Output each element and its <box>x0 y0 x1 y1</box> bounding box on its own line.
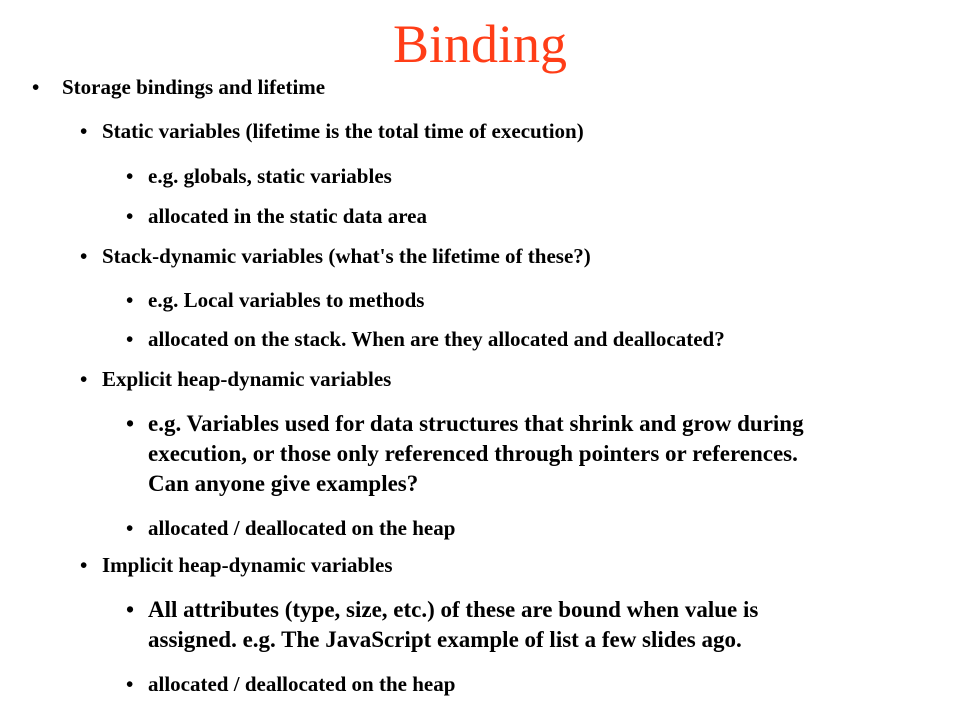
bullet-explicit-eg <box>126 410 946 500</box>
bullet-text: allocated / deallocated on the heap <box>148 672 456 696</box>
bullet-dot: • <box>126 288 134 312</box>
bullet-dot: • <box>126 597 135 622</box>
bullet-dot: • <box>32 75 40 99</box>
bullet-text-line: Can anyone give examples? <box>148 471 419 496</box>
bullet-dot: • <box>80 119 88 143</box>
bullet-dot: • <box>126 164 134 188</box>
bullet-text: Storage bindings and lifetime <box>62 75 326 99</box>
bullet-dot: • <box>126 672 134 696</box>
bullet-text: allocated on the stack. When are they allocated and deallocated? <box>148 327 725 351</box>
bullet-text: allocated / deallocated on the heap <box>148 516 456 540</box>
bullet-text: e.g. globals, static variables <box>148 164 392 188</box>
bullet-text: allocated in the static data area <box>148 204 427 228</box>
bullet-implicit-attributes <box>126 596 946 656</box>
bullet-dot: • <box>126 327 134 351</box>
bullet-text-line: execution, or those only referenced through pointers or references. <box>148 441 798 466</box>
bullet-text: Static variables (lifetime is the total time of execution) <box>102 119 584 143</box>
bullet-text: Stack-dynamic variables (what's the lifetime of these?) <box>102 244 591 268</box>
bullet-dot: • <box>126 204 134 228</box>
slide-title: Binding <box>392 14 568 74</box>
bullet-dot: • <box>80 244 88 268</box>
bullet-text-line: e.g. Variables used for data structures that shrink and grow during <box>148 411 804 436</box>
bullet-dot: • <box>80 367 88 391</box>
bullet-text: Implicit heap-dynamic variables <box>102 553 393 577</box>
bullet-text: Explicit heap-dynamic variables <box>102 367 392 391</box>
bullet-dot: • <box>80 553 88 577</box>
bullet-dot: • <box>126 411 135 436</box>
bullet-text-line: All attributes (type, size, etc.) of these are bound when value is <box>148 597 759 622</box>
bullet-text-line: assigned. e.g. The JavaScript example of list a few slides ago. <box>148 627 742 652</box>
bullet-text: e.g. Local variables to methods <box>148 288 425 312</box>
bullet-dot: • <box>126 516 134 540</box>
